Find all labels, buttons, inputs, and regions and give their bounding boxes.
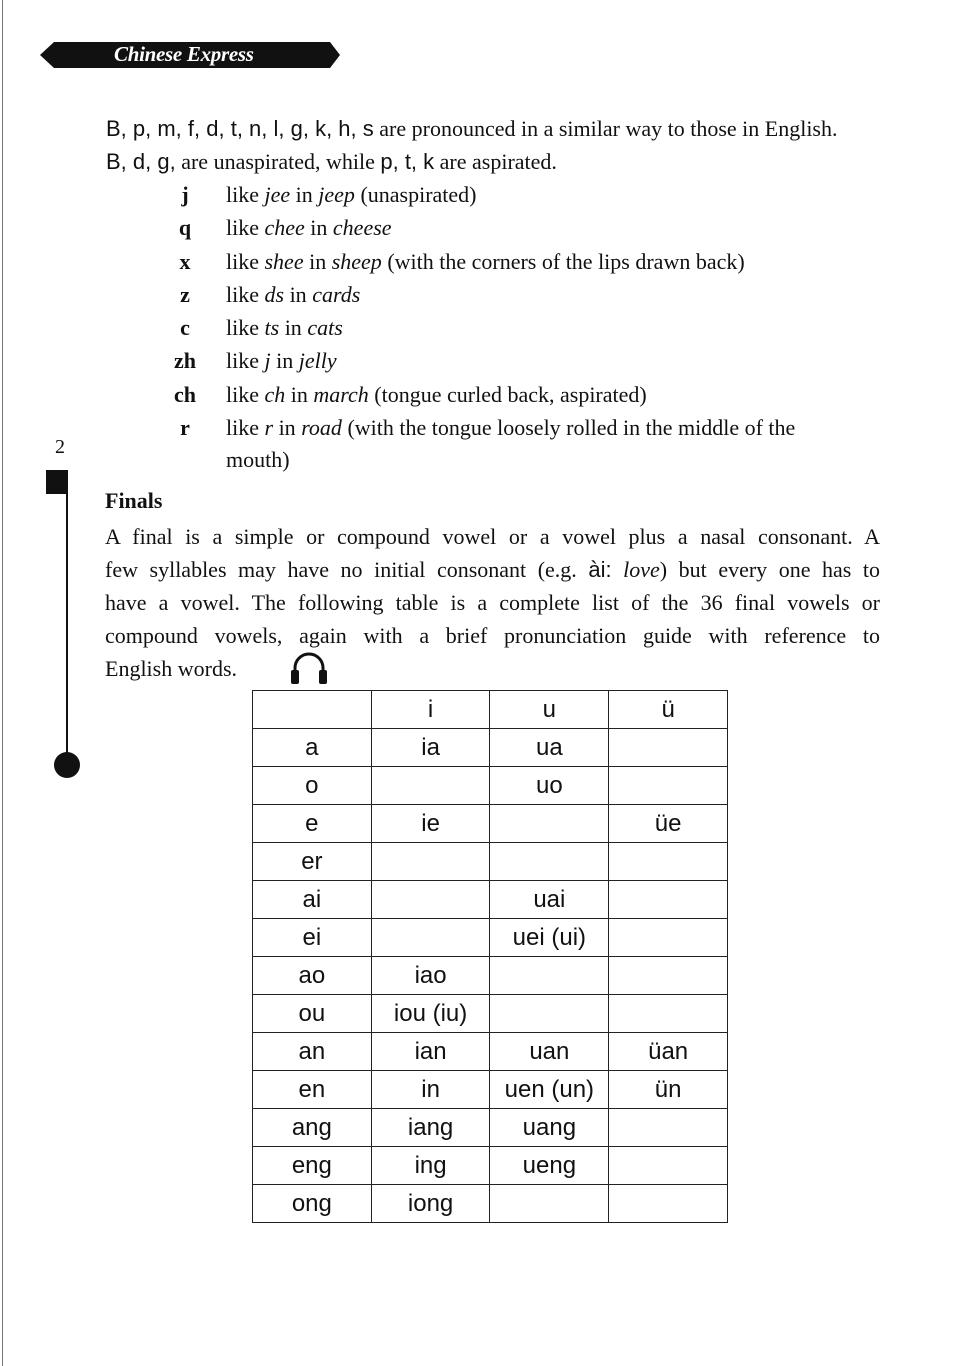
table-cell [490,957,609,995]
initial-in: in [289,282,307,307]
table-cell: ian [371,1033,490,1071]
table-row [253,1033,728,1071]
table-cell: ie [371,805,490,843]
table-cell: iao [371,957,490,995]
table-cell: uen (un) [490,1071,609,1109]
initial-word: jelly [298,348,337,373]
initial-in: in [295,182,313,207]
initial-like: like [226,415,259,440]
table-row [253,957,728,995]
table-cell [609,843,728,881]
margin-line [66,470,68,760]
initial-letter: ch [174,382,196,407]
table-cell: ang [253,1109,372,1147]
table-cell: iang [371,1109,490,1147]
r-continuation: mouth) [226,447,290,472]
table-cell [609,957,728,995]
initial-letter: q [178,215,192,240]
initial-sound: ds [264,282,285,307]
intro-initials: B, p, m, f, d, t, n, l, g, k, h, s [106,116,374,141]
initial-sound: ts [264,315,280,340]
table-cell [490,805,609,843]
table-header-cell: ü [609,691,728,729]
unaspirated-list: B, d, g, [106,149,176,174]
initial-description [226,282,360,308]
table-cell [609,1109,728,1147]
table-cell [490,1185,609,1223]
initial-like: like [226,215,259,240]
table-row [253,767,728,805]
table-cell: iong [371,1185,490,1223]
initial-note: (tongue curled back, aspirated) [374,382,647,407]
table-cell: üan [609,1033,728,1071]
initial-letter: zh [174,348,196,373]
table-row [253,691,728,729]
table-row [253,1147,728,1185]
initial-note: (unaspirated) [360,182,477,207]
aspirated-list: p, t, k [380,149,435,174]
table-cell [371,919,490,957]
table-cell: ong [253,1185,372,1223]
header-title: Chinese Express [114,42,254,66]
initial-like: like [226,249,259,274]
table-cell: ia [371,729,490,767]
initial-like: like [226,182,259,207]
initial-word: sheep [331,249,382,274]
initial-sound: chee [264,215,305,240]
margin-dot [54,752,80,778]
table-cell: iou (iu) [371,995,490,1033]
table-cell: ou [253,995,372,1033]
intro-text: are pronounced in a similar way to those in English. [379,116,838,141]
finals-table [252,690,728,1223]
table-row [253,1109,728,1147]
initial-sound: j [264,348,271,373]
table-cell: uei (ui) [490,919,609,957]
table-cell: e [253,805,372,843]
finals-heading: Finals [105,488,163,513]
table-cell: uang [490,1109,609,1147]
table-cell [371,767,490,805]
finals-para-line: compound vowels, again with a brief pronunciation guide with reference to [105,623,880,648]
initial-sound: shee [264,249,304,274]
initial-description [226,382,647,408]
initial-in: in [278,415,296,440]
initial-word: cheese [332,215,392,240]
table-cell: an [253,1033,372,1071]
initial-word: cats [307,315,343,340]
table-cell: üe [609,805,728,843]
initial-word: road [301,415,342,440]
table-cell [609,919,728,957]
table-row [253,843,728,881]
initial-note: (with the corners of the lips drawn back) [387,249,745,274]
finals-para-line: English words. [105,656,237,681]
initial-description [226,249,745,275]
table-cell: en [253,1071,372,1109]
table-cell: o [253,767,372,805]
initial-word: cards [312,282,361,307]
initial-in: in [309,249,327,274]
initial-description [226,182,477,208]
intro-line-2-end: are aspirated. [439,149,557,174]
table-cell [490,995,609,1033]
table-cell: a [253,729,372,767]
table-cell: ua [490,729,609,767]
table-row [253,881,728,919]
table-cell [609,1147,728,1185]
initial-like: like [226,282,259,307]
table-row [253,919,728,957]
initial-letter: j [181,182,189,207]
initial-sound: r [264,415,274,440]
initial-description [226,315,343,341]
initial-in: in [290,382,308,407]
table-cell: ei [253,919,372,957]
page-edge [2,0,3,1366]
initial-word: march [313,382,369,407]
finals-para-line [105,557,880,583]
table-cell [609,1185,728,1223]
initial-in: in [284,315,302,340]
initial-description [226,415,795,441]
table-row [253,995,728,1033]
para-line-2-start: few syllables may have no initial consonant (e.g. [105,557,577,582]
initial-description [226,348,337,374]
initial-sound: ch [264,382,286,407]
intro-line-2-text: are unaspirated, while [181,149,375,174]
initial-letter: r [180,415,190,440]
initial-note: (with the tongue loosely rolled in the middle of the [347,415,796,440]
initial-word: jeep [318,182,355,207]
table-cell [609,995,728,1033]
table-cell: uo [490,767,609,805]
finals-para-line: A final is a simple or compound vowel or a vowel plus a nasal consonant. A [105,524,880,549]
table-cell: in [371,1071,490,1109]
table-cell: ün [609,1071,728,1109]
para-line-2-end: ) but every one has to [659,557,881,582]
table-cell [609,729,728,767]
finals-para-line: have a vowel. The following table is a complete list of the 36 final vowels or [105,590,880,615]
table-cell: ing [371,1147,490,1185]
initial-letter: z [180,282,190,307]
intro-line-1 [106,116,838,142]
initial-like: like [226,382,259,407]
initial-letter: c [180,315,190,340]
example-syllable: ài: [588,557,612,582]
table-row [253,1071,728,1109]
table-cell: ueng [490,1147,609,1185]
table-cell: uai [490,881,609,919]
table-cell [609,881,728,919]
table-header-cell: u [490,691,609,729]
initial-description [226,215,392,241]
table-cell [609,767,728,805]
initial-sound: jee [264,182,291,207]
table-cell [371,843,490,881]
table-cell: er [253,843,372,881]
table-header-cell: i [371,691,490,729]
table-row [253,805,728,843]
initial-letter: x [179,249,191,274]
table-cell: ai [253,881,372,919]
initial-in: in [310,215,328,240]
page-number: 2 [55,436,65,458]
headphones-icon [287,650,331,686]
table-cell: ao [253,957,372,995]
example-meaning: love [623,557,660,582]
intro-line-2 [106,149,557,175]
table-cell: eng [253,1147,372,1185]
table-row [253,1185,728,1223]
table-header-cell [253,691,372,729]
initial-in: in [276,348,294,373]
table-cell: uan [490,1033,609,1071]
margin-bar [46,470,68,494]
initial-like: like [226,315,259,340]
table-row [253,729,728,767]
initial-like: like [226,348,259,373]
header-banner [40,40,340,70]
table-cell [490,843,609,881]
table-cell [371,881,490,919]
